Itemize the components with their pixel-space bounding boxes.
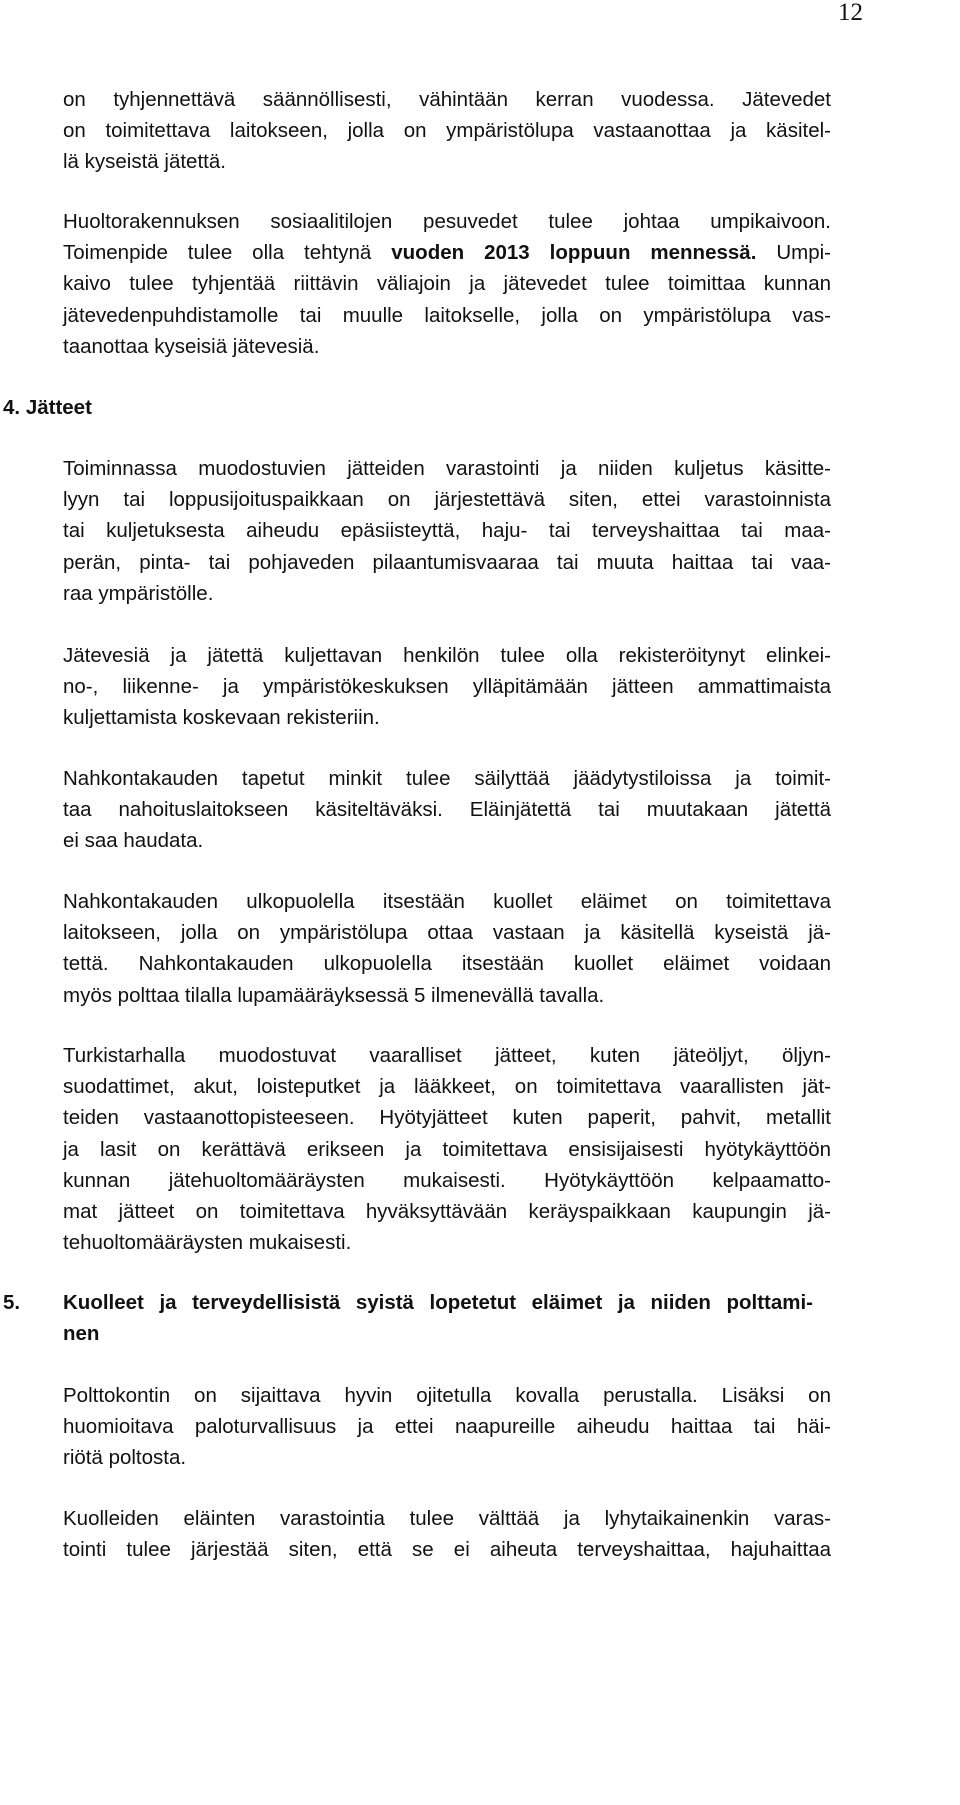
section-heading-4 [3,392,203,423]
text-line: raa ympäristölle. [63,581,214,605]
paragraph-dead-animals [63,886,831,1011]
text-line: ja lasit on kerättävä erikseen ja toimitettava ensisijaisesti hyötykäyttöön [63,1137,831,1161]
text-line: tai kuljetuksesta aiheudu epäsiisteyttä, haju- tai terveyshaittaa tai maa- [63,519,831,543]
deadline-emphasis: vuoden 2013 loppuun mennessä. [391,241,757,265]
section-title [63,1287,813,1349]
paragraph-hazardous-waste [63,1040,831,1258]
text-line: Kuolleiden eläinten varastointia tulee välttää ja lyhytaikainenkin varas- [63,1507,831,1530]
text-line: Jätevesiä ja jätettä kuljettavan henkilön tulee olla rekisteröitynyt elinkei- [63,644,831,667]
paragraph-burning-container [63,1380,831,1474]
text-line: jätevedenpuhdistamolle tai muulle laitokselle, jolla on ympäristölupa vas- [63,303,831,327]
text-line: lyyn tai loppusijoituspaikkaan on järjestettävä siten, ettei varastoinnista [63,488,831,512]
text-line: Polttokontin on sijaittava hyvin ojitetulla kovalla perustalla. Lisäksi on [63,1384,831,1407]
text-line: ei saa haudata. [63,829,204,853]
section-title: Jätteet [25,396,92,419]
section-title-line: nen [63,1322,100,1346]
text-line: lä kyseistä jätettä. [63,150,226,174]
text-line: on tyhjennettävä säännöllisesti, vähintään kerran vuodessa. Jätevedet [63,88,831,111]
text-line: tointi tulee järjestää siten, että se ei aiheuta terveyshaittaa, hajuhaittaa [63,1538,831,1562]
section-number: 4. [3,396,21,419]
text-line: tehuoltomääräysten mukaisesti. [63,1231,352,1255]
text-line: Turkistarhalla muodostuvat vaaralliset jätteet, kuten jäteöljyt, öljyn- [63,1044,831,1067]
text-line: riötä poltosta. [63,1446,187,1470]
text-line: mat jätteet on toimitettava hyväksyttävään keräyspaikkaan kaupungin jä- [63,1200,831,1224]
section-number: 5. [3,1291,21,1314]
text-line: Toiminnassa muodostuvien jätteiden varastointi ja niiden kuljetus käsitte- [63,457,831,480]
text-line: laitokseen, jolla on ympäristölupa ottaa vastaan ja käsitellä kyseistä jä- [63,921,831,945]
text-line: kunnan jätehuoltomääräysten mukaisesti. Hyötykäyttöön kelpaamatto- [63,1168,831,1192]
paragraph-wastewater-emptying [63,84,831,178]
text-line: no-, liikenne- ja ympäristökeskuksen ylläpitämään jätteen ammattimaista [63,675,831,699]
text-line: Nahkontakauden tapetut minkit tulee säilyttää jäädytystiloissa ja toimit- [63,767,831,790]
text-line: taanottaa kyseisiä jätevesiä. [63,334,320,358]
text-line: myös polttaa tilalla lupamääräyksessä 5 ilmenevällä tavalla. [63,983,605,1007]
section-title-line: Kuolleet ja terveydellisistä syistä lopetetut eläimet ja niiden polttami- [63,1291,813,1314]
text-line: suodattimet, akut, loisteputket ja lääkkeet, on toimitettava vaarallisten jät- [63,1075,831,1099]
text-line: teiden vastaanottopisteeseen. Hyötyjätteet kuten paperit, pahvit, metallit [63,1106,831,1130]
text-line: kuljettamista koskevaan rekisteriin. [63,706,380,730]
text-line: Huoltorakennuksen sosiaalitilojen pesuvedet tulee johtaa umpikaivoon. [63,210,831,233]
text-segment: Umpi- [756,241,831,265]
text-line: on toimitettava laitokseen, jolla on ympäristölupa vastaanottaa ja käsitel- [63,119,831,143]
paragraph-carcass-storage [63,1503,831,1565]
page-number: 12 [838,0,863,26]
paragraph-waste-storage [63,453,831,609]
text-segment: Toimenpide tulee olla tehtynä [63,241,392,265]
text-line: taa nahoituslaitokseen käsiteltäväksi. Eläinjätettä tai muutakaan jätettä [63,798,831,822]
text-line: perän, pinta- tai pohjaveden pilaantumisvaaraa tai muuta haittaa tai vaa- [63,550,831,574]
text-line: huomioitava paloturvallisuus ja ettei naapureille aiheudu haittaa tai häi- [63,1415,831,1439]
text-line: kaivo tulee tyhjentää riittävin väliajoin ja jätevedet tulee toimittaa kunnan [63,272,831,296]
section-heading-5 [3,1287,813,1349]
paragraph-washwater-cesspit [63,206,831,362]
text-line [63,237,831,268]
paragraph-killed-minks [63,763,831,857]
paragraph-transporter-registry [63,640,831,734]
text-line: Nahkontakauden ulkopuolella itsestään kuollet eläimet on toimitettava [63,890,831,913]
text-line: tettä. Nahkontakauden ulkopuolella itsestään kuollet eläimet voidaan [63,952,831,976]
